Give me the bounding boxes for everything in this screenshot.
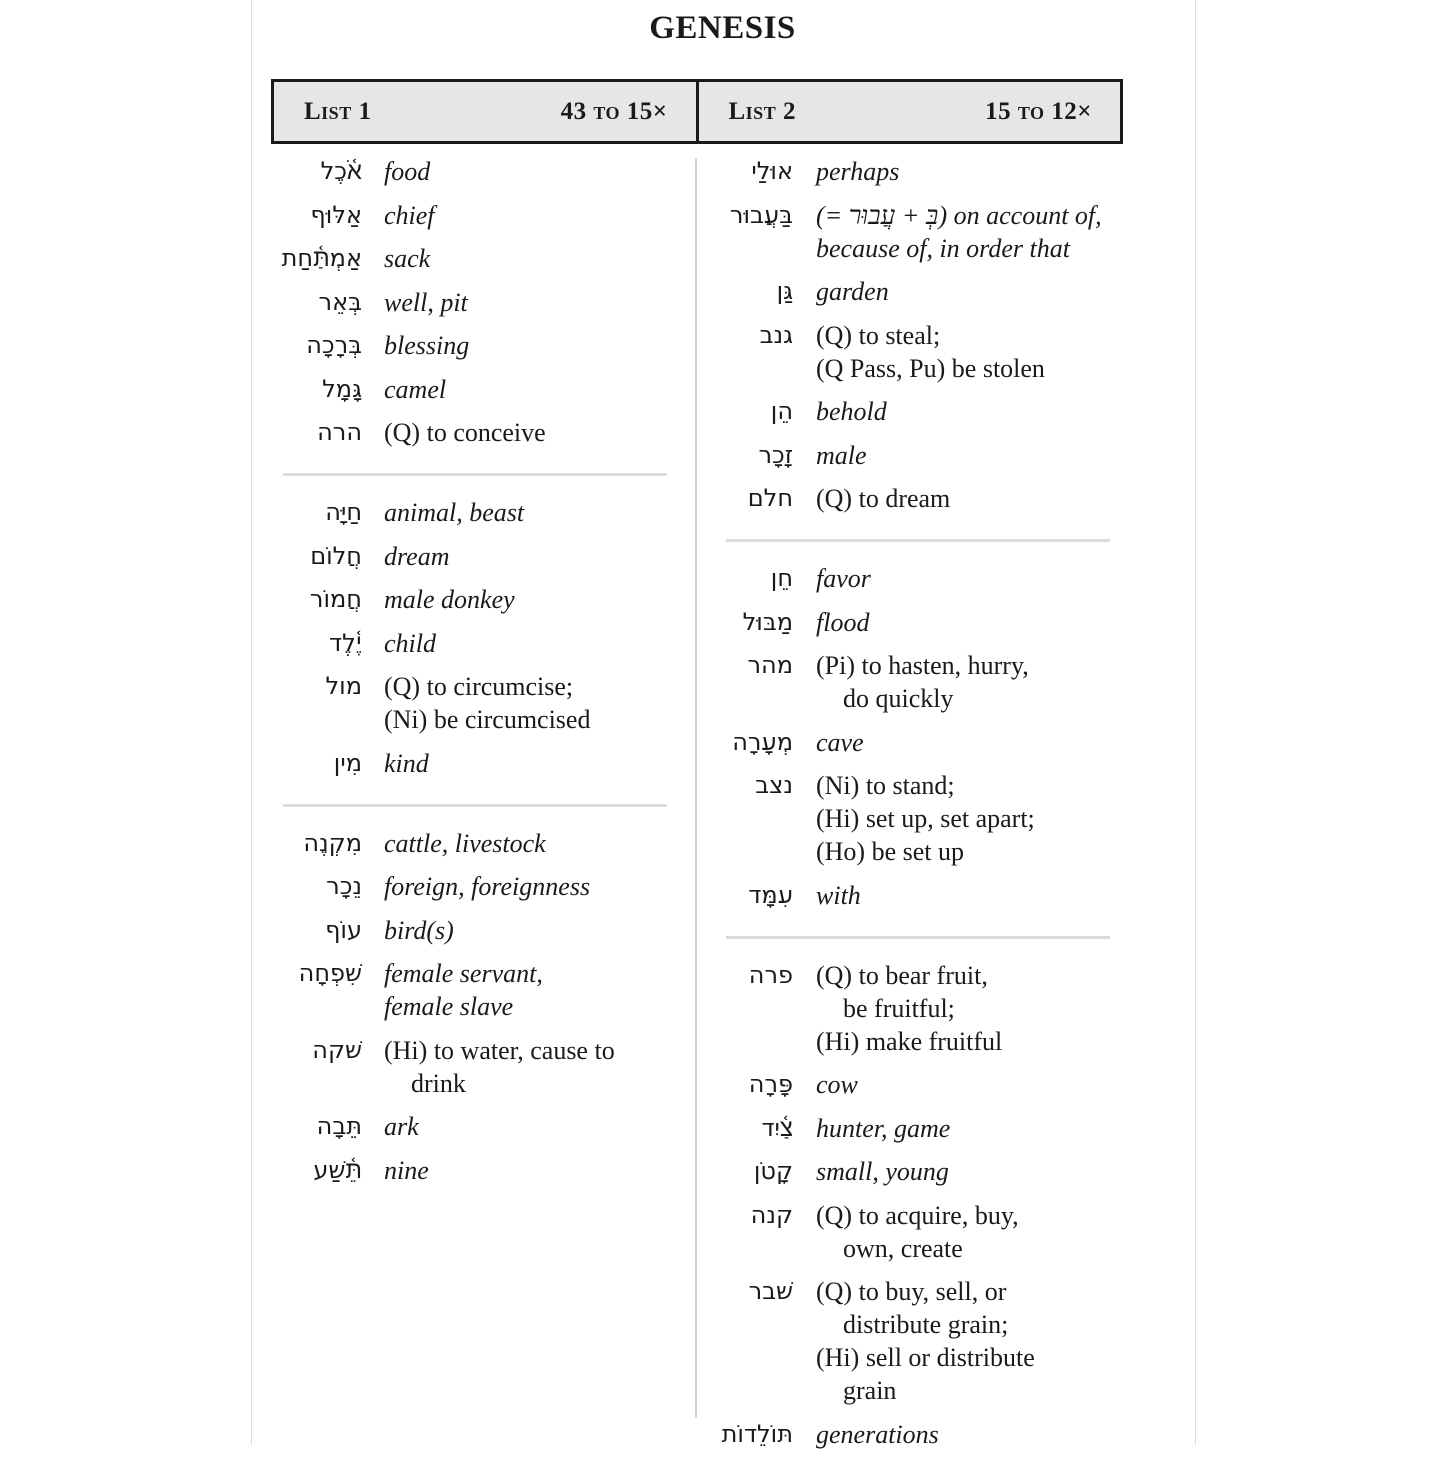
vocab-entry — [271, 286, 671, 319]
gloss-line: child — [384, 628, 436, 658]
hebrew-word: מול — [325, 672, 362, 700]
english-gloss — [384, 329, 671, 362]
gloss-line: (Hi) sell or distribute — [816, 1343, 1035, 1372]
hebrew-word: תּוֹלֵדוֹת — [721, 1419, 793, 1448]
gloss-line: bird(s) — [384, 915, 454, 945]
gloss-line: dream — [384, 541, 450, 571]
gloss-line: female servant, — [384, 959, 543, 988]
english-gloss — [384, 496, 671, 529]
hebrew-word: קנה — [750, 1200, 793, 1229]
gloss-line: flood — [816, 607, 870, 637]
english-gloss — [384, 627, 671, 660]
vocab-entry — [271, 957, 671, 1023]
hebrew-word: תֵּ֫שַׁע — [313, 1155, 362, 1184]
vocab-entry — [718, 1155, 1118, 1188]
vocab-entry — [718, 319, 1118, 385]
english-gloss — [816, 649, 1118, 715]
group-separator — [726, 936, 1110, 939]
list1-header — [274, 82, 696, 141]
hebrew-word: אַמְתַּ֫חַת — [281, 244, 362, 272]
hebrew-word: גנב — [759, 320, 793, 349]
english-gloss — [384, 540, 671, 573]
vocab-entry — [718, 726, 1118, 759]
vocab-entry — [271, 155, 671, 188]
gloss-line: be fruitful; — [843, 993, 955, 1023]
english-gloss — [816, 1112, 1118, 1145]
gloss-line: (Ni) be circumcised — [384, 705, 591, 734]
hebrew-word: אַלּוּף — [310, 200, 362, 229]
gloss-line: male — [816, 440, 867, 470]
gloss-line: (Q) to bear fruit, — [816, 960, 988, 990]
english-gloss — [816, 482, 1118, 515]
gloss-line: (Q) to conceive — [384, 418, 546, 447]
hebrew-word: מהר — [747, 651, 793, 679]
gloss-line: (Hi) set up, set apart; — [816, 804, 1035, 833]
hebrew-word: קָטֹן — [753, 1157, 793, 1185]
english-gloss — [384, 1154, 671, 1187]
gloss-line: well, pit — [384, 287, 468, 317]
hebrew-word: עוֹף — [325, 915, 362, 944]
hebrew-word: מְעָרָה — [732, 727, 793, 756]
list1-range: 43 to 15× — [560, 97, 668, 125]
english-gloss — [384, 1110, 671, 1143]
hebrew-word: בַּעֲבוּר — [729, 200, 793, 229]
gloss-line: (Q) to circumcise; — [384, 672, 574, 701]
english-gloss — [384, 957, 671, 1023]
english-gloss — [816, 199, 1118, 265]
gloss-line: (Q) to dream — [816, 484, 951, 513]
hebrew-word: חֵן — [770, 564, 793, 592]
gloss-line: blessing — [384, 331, 470, 360]
english-gloss — [816, 275, 1118, 308]
hebrew-word: חלם — [747, 484, 793, 512]
gloss-line: sack — [384, 244, 431, 273]
list2-header — [696, 82, 1121, 141]
page-title: GENESIS — [649, 10, 796, 46]
column-divider — [695, 158, 697, 1418]
vocab-entry — [718, 1199, 1118, 1265]
english-gloss — [384, 1034, 671, 1100]
gloss-line: distribute grain; — [843, 1310, 1009, 1339]
vocab-entry — [718, 769, 1118, 868]
english-gloss — [816, 726, 1118, 759]
gloss-line: (Hi) to water, cause to — [384, 1035, 615, 1065]
vocab-entry — [271, 329, 671, 362]
english-gloss — [816, 319, 1118, 385]
vocab-entry — [271, 540, 671, 573]
vocab-entry — [718, 395, 1118, 428]
vocab-entry — [271, 416, 671, 449]
vocab-entry — [271, 827, 671, 860]
english-gloss — [384, 827, 671, 860]
list1-column — [271, 155, 671, 1197]
gloss-line: perhaps — [816, 157, 900, 186]
english-gloss — [384, 870, 671, 903]
gloss-line: kind — [384, 748, 429, 778]
vocab-entry — [718, 562, 1118, 595]
english-gloss — [816, 769, 1118, 868]
english-gloss — [816, 1155, 1118, 1188]
hebrew-word: שׁבר — [748, 1277, 793, 1305]
hebrew-word: בְּאֵר — [318, 287, 362, 316]
group-separator — [726, 539, 1110, 542]
gloss-line: female slave — [384, 992, 514, 1021]
gloss-line: (Hi) make fruitful — [816, 1026, 1003, 1056]
vocab-entry — [718, 1275, 1118, 1407]
english-gloss — [816, 879, 1118, 912]
hebrew-word: אֹ֫כֶל — [320, 157, 362, 185]
gloss-line: drink — [411, 1068, 466, 1098]
gloss-line: nine — [384, 1155, 429, 1185]
gloss-line: cattle, livestock — [384, 828, 546, 858]
list2-column — [718, 155, 1118, 1461]
english-gloss — [384, 747, 671, 780]
english-gloss — [384, 286, 671, 319]
gloss-line: (Q) to acquire, buy, — [816, 1200, 1019, 1230]
english-gloss — [384, 155, 671, 188]
list2-label: List 2 — [728, 97, 796, 125]
english-gloss — [816, 1275, 1118, 1407]
hebrew-word: הרה — [317, 418, 362, 446]
gloss-line: favor — [816, 564, 871, 593]
vocab-entry — [718, 1418, 1118, 1451]
english-gloss — [384, 373, 671, 406]
gloss-line: generations — [816, 1419, 939, 1449]
gloss-line: do quickly — [843, 684, 954, 713]
vocab-entry — [271, 373, 671, 406]
hebrew-word: עִמָּד — [748, 880, 793, 909]
vocab-entry — [718, 1068, 1118, 1101]
hebrew-word: מִקְנֶה — [303, 828, 362, 857]
gloss-line: own, create — [843, 1233, 963, 1263]
vocab-entry — [718, 275, 1118, 308]
english-gloss — [816, 562, 1118, 595]
english-gloss — [384, 199, 671, 232]
vocab-entry — [718, 649, 1118, 715]
vocab-entry — [271, 583, 671, 616]
vocab-entry — [271, 870, 671, 903]
vocab-entry — [271, 199, 671, 232]
gloss-line: (Q) to buy, sell, or — [816, 1277, 1007, 1306]
hebrew-word: גַּן — [776, 277, 793, 305]
gloss-line: camel — [384, 374, 447, 404]
english-gloss — [816, 959, 1118, 1058]
gloss-line: with — [816, 880, 861, 910]
vocab-entry — [271, 627, 671, 660]
hebrew-word: שִׁפְחָה — [298, 959, 362, 987]
english-gloss — [384, 583, 671, 616]
hebrew-word: מִין — [333, 748, 362, 777]
gloss-line: hunter, game — [816, 1113, 951, 1143]
hebrew-word: שׁקה — [312, 1035, 362, 1064]
gloss-line: grain — [843, 1376, 897, 1405]
hebrew-word: חַיָּה — [325, 498, 362, 526]
english-gloss — [384, 416, 671, 449]
hebrew-word: פָּרָה — [748, 1070, 793, 1098]
vocab-entry — [718, 1112, 1118, 1145]
english-gloss — [816, 1068, 1118, 1101]
vocab-entry — [271, 747, 671, 780]
gloss-line: cow — [816, 1070, 858, 1099]
gloss-line: ark — [384, 1112, 419, 1141]
group-separator — [283, 804, 667, 807]
hebrew-word: בְּרָכָה — [306, 331, 362, 359]
gloss-line: foreign, foreignness — [384, 872, 591, 901]
english-gloss — [816, 1418, 1118, 1451]
hebrew-word: חֲמוֹר — [309, 585, 362, 613]
hebrew-word: גָּמָל — [322, 374, 362, 403]
hebrew-word: תֵּבָה — [316, 1112, 362, 1140]
gloss-line: chief — [384, 200, 435, 230]
english-gloss — [384, 914, 671, 947]
hebrew-word: חֲלוֹם — [310, 541, 362, 570]
hebrew-word: יֶ֫לֶד — [329, 628, 362, 657]
vocab-entry — [718, 879, 1118, 912]
gloss-line: (Q Pass, Pu) be stolen — [816, 353, 1045, 383]
english-gloss — [816, 395, 1118, 428]
gloss-line: (= בְּ + עֲבוּר) on account of, — [816, 200, 1102, 230]
gloss-line: cave — [816, 727, 864, 757]
gloss-line: because of, in order that — [816, 233, 1070, 263]
vocab-entry — [718, 606, 1118, 639]
english-gloss — [816, 606, 1118, 639]
gloss-line: (Pi) to hasten, hurry, — [816, 651, 1029, 680]
gloss-line: behold — [816, 397, 887, 426]
hebrew-word: הֵן — [770, 397, 793, 425]
hebrew-word: מַבּוּל — [742, 607, 793, 636]
gloss-line: small, young — [816, 1157, 949, 1186]
english-gloss — [816, 155, 1118, 188]
hebrew-word: נצב — [755, 771, 793, 799]
hebrew-word: פרה — [748, 960, 793, 989]
vocab-entry — [271, 242, 671, 275]
hebrew-word: זָכָר — [758, 440, 793, 469]
vocab-entry — [271, 1034, 671, 1100]
gloss-line: garden — [816, 277, 889, 306]
gloss-line: animal, beast — [384, 498, 525, 527]
gloss-line: (Q) to steal; — [816, 320, 941, 350]
english-gloss — [816, 1199, 1118, 1265]
vocab-entry — [718, 439, 1118, 472]
gloss-line: male donkey — [384, 585, 515, 614]
vocab-entry — [718, 155, 1118, 188]
gloss-line: food — [384, 157, 431, 186]
vocab-entry — [718, 959, 1118, 1058]
english-gloss — [384, 242, 671, 275]
vocab-entry — [718, 199, 1118, 265]
group-separator — [283, 473, 667, 476]
english-gloss — [816, 439, 1118, 472]
hebrew-word: צַ֫יִד — [761, 1113, 793, 1142]
hebrew-word: נֵכָר — [326, 872, 362, 900]
gloss-line: (Ho) be set up — [816, 837, 965, 866]
vocab-entry — [271, 1154, 671, 1187]
list2-range: 15 to 12× — [985, 97, 1092, 125]
english-gloss — [384, 670, 671, 736]
vocab-entry — [718, 482, 1118, 515]
vocab-entry — [271, 1110, 671, 1143]
hebrew-word: אוּלַי — [751, 157, 793, 185]
vocab-entry — [271, 914, 671, 947]
list-header — [271, 79, 1123, 144]
gloss-line: (Ni) to stand; — [816, 771, 955, 800]
vocab-entry — [271, 670, 671, 736]
vocab-entry — [271, 496, 671, 529]
list1-label: List 1 — [304, 97, 372, 125]
